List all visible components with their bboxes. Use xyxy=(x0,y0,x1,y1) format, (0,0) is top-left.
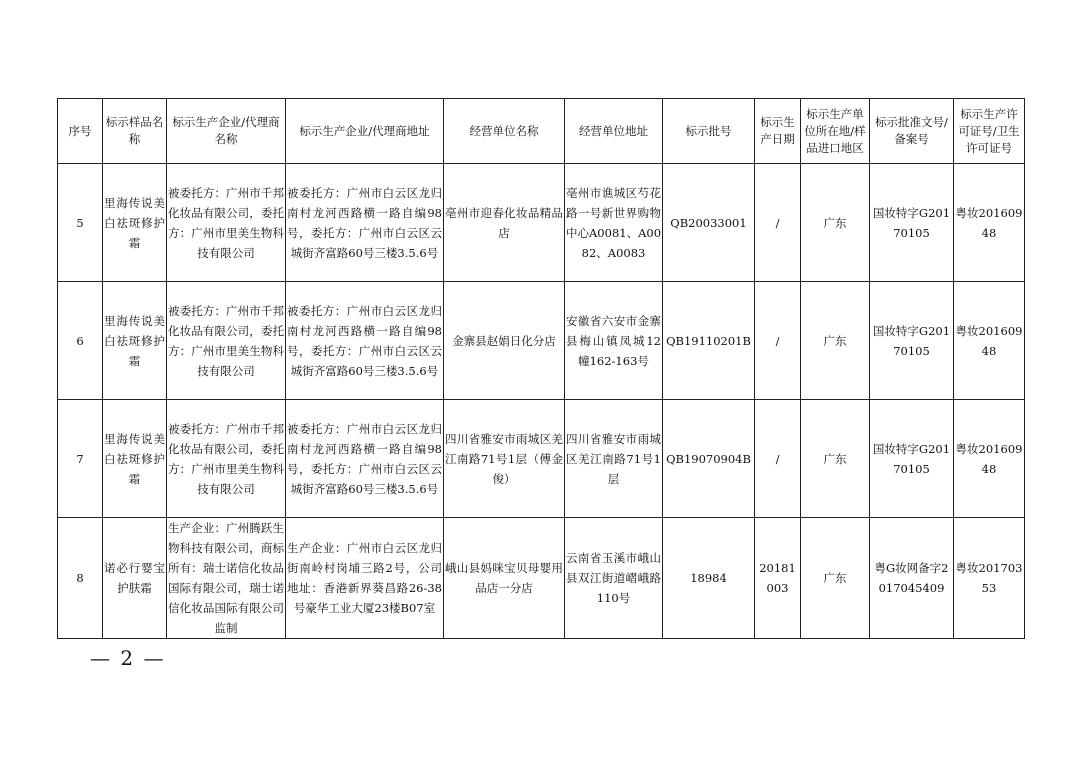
cell-seller-address: 四川省雅安市雨城区羌江南路71号1层 xyxy=(565,400,663,518)
table-row xyxy=(58,518,1025,639)
header-row xyxy=(58,99,1025,164)
header-cell: 标示生产许可证号/卫生许可证号 xyxy=(954,99,1025,164)
cell-date: / xyxy=(755,164,801,282)
header-cell: 标示批准文号/备案号 xyxy=(870,99,954,164)
cell-license: 粤妆20170353 xyxy=(954,518,1025,639)
table-row xyxy=(58,164,1025,282)
header-cell: 经营单位地址 xyxy=(565,99,663,164)
header-cell: 标示生产单位所在地/样品进口地区 xyxy=(801,99,870,164)
header-cell: 标示生产日期 xyxy=(755,99,801,164)
cell-date: / xyxy=(755,400,801,518)
cell-seller: 亳州市迎春化妆品精品店 xyxy=(444,164,565,282)
cell-seller-address: 安徽省六安市金寨县梅山镇凤城12幢162-163号 xyxy=(565,282,663,400)
cell-product: 里海传说美白祛斑修护霜 xyxy=(103,282,167,400)
table-row xyxy=(58,282,1025,400)
cell-license: 粤妆20160948 xyxy=(954,282,1025,400)
cell-region: 广东 xyxy=(801,400,870,518)
cell-seller: 四川省雅安市雨城区羌江南路71号1层（傅金俊） xyxy=(444,400,565,518)
cell-company-address: 被委托方：广州市白云区龙归南村龙河西路横一路自编98号，委托方：广州市白云区云城街齐富路60号三楼3.5.6号 xyxy=(286,164,444,282)
cell-product: 诺必行婴宝护肤霜 xyxy=(103,518,167,639)
cell-no: 6 xyxy=(58,282,103,400)
cell-approval: 国妆特字G20170105 xyxy=(870,400,954,518)
cell-batch: QB19110201B xyxy=(663,282,755,400)
cell-company-address: 被委托方：广州市白云区龙归南村龙河西路横一路自编98号，委托方：广州市白云区云城街齐富路60号三楼3.5.6号 xyxy=(286,282,444,400)
cell-batch: QB19070904B xyxy=(663,400,755,518)
cell-region: 广东 xyxy=(801,282,870,400)
cell-no: 8 xyxy=(58,518,103,639)
header-cell: 序号 xyxy=(58,99,103,164)
cell-approval: 粤G妆网备字2017045409 xyxy=(870,518,954,639)
cell-batch: 18984 xyxy=(663,518,755,639)
cell-batch: QB20033001 xyxy=(663,164,755,282)
cell-company: 被委托方：广州市千邦化妆品有限公司，委托方：广州市里美生物科技有限公司 xyxy=(167,400,286,518)
cell-date: 20181003 xyxy=(755,518,801,639)
cell-seller: 峨山县妈咪宝贝母婴用品店一分店 xyxy=(444,518,565,639)
header-cell: 标示生产企业/代理商名称 xyxy=(167,99,286,164)
cell-license: 粤妆20160948 xyxy=(954,164,1025,282)
cell-company: 被委托方：广州市千邦化妆品有限公司，委托方：广州市里美生物科技有限公司 xyxy=(167,282,286,400)
header-cell: 标示样品名称 xyxy=(103,99,167,164)
cell-company: 被委托方：广州市千邦化妆品有限公司，委托方：广州市里美生物科技有限公司 xyxy=(167,164,286,282)
header-cell: 标示批号 xyxy=(663,99,755,164)
cell-seller-address: 亳州市谯城区芍花路一号新世界购物中心A0081、A0082、A0083 xyxy=(565,164,663,282)
cell-approval: 国妆特字G20170105 xyxy=(870,282,954,400)
header-cell: 标示生产企业/代理商地址 xyxy=(286,99,444,164)
inspection-table xyxy=(57,98,1025,639)
cell-approval: 国妆特字G20170105 xyxy=(870,164,954,282)
cell-region: 广东 xyxy=(801,164,870,282)
cell-product: 里海传说美白祛斑修护霜 xyxy=(103,164,167,282)
cell-company: 生产企业：广州腾跃生物科技有限公司，商标所有：瑞士诺信化妆品国际有限公司，瑞士诺信化妆品国际有限公司监制 xyxy=(167,518,286,639)
cell-no: 5 xyxy=(58,164,103,282)
cell-product: 里海传说美白祛斑修护霜 xyxy=(103,400,167,518)
cell-seller-address: 云南省玉溪市峨山县双江街道嶍峨路110号 xyxy=(565,518,663,639)
header-cell: 经营单位名称 xyxy=(444,99,565,164)
cell-company-address: 生产企业：广州市白云区龙归街南岭村岗埔三路2号，公司地址：香港新界葵昌路26-38号豪华工业大厦23楼B07室 xyxy=(286,518,444,639)
cell-no: 7 xyxy=(58,400,103,518)
page-number: — 2 — xyxy=(90,646,166,670)
cell-region: 广东 xyxy=(801,518,870,639)
cell-date: / xyxy=(755,282,801,400)
cell-seller: 金寨县赵娟日化分店 xyxy=(444,282,565,400)
cell-license: 粤妆20160948 xyxy=(954,400,1025,518)
table-row xyxy=(58,400,1025,518)
cell-company-address: 被委托方：广州市白云区龙归南村龙河西路横一路自编98号，委托方：广州市白云区云城街齐富路60号三楼3.5.6号 xyxy=(286,400,444,518)
